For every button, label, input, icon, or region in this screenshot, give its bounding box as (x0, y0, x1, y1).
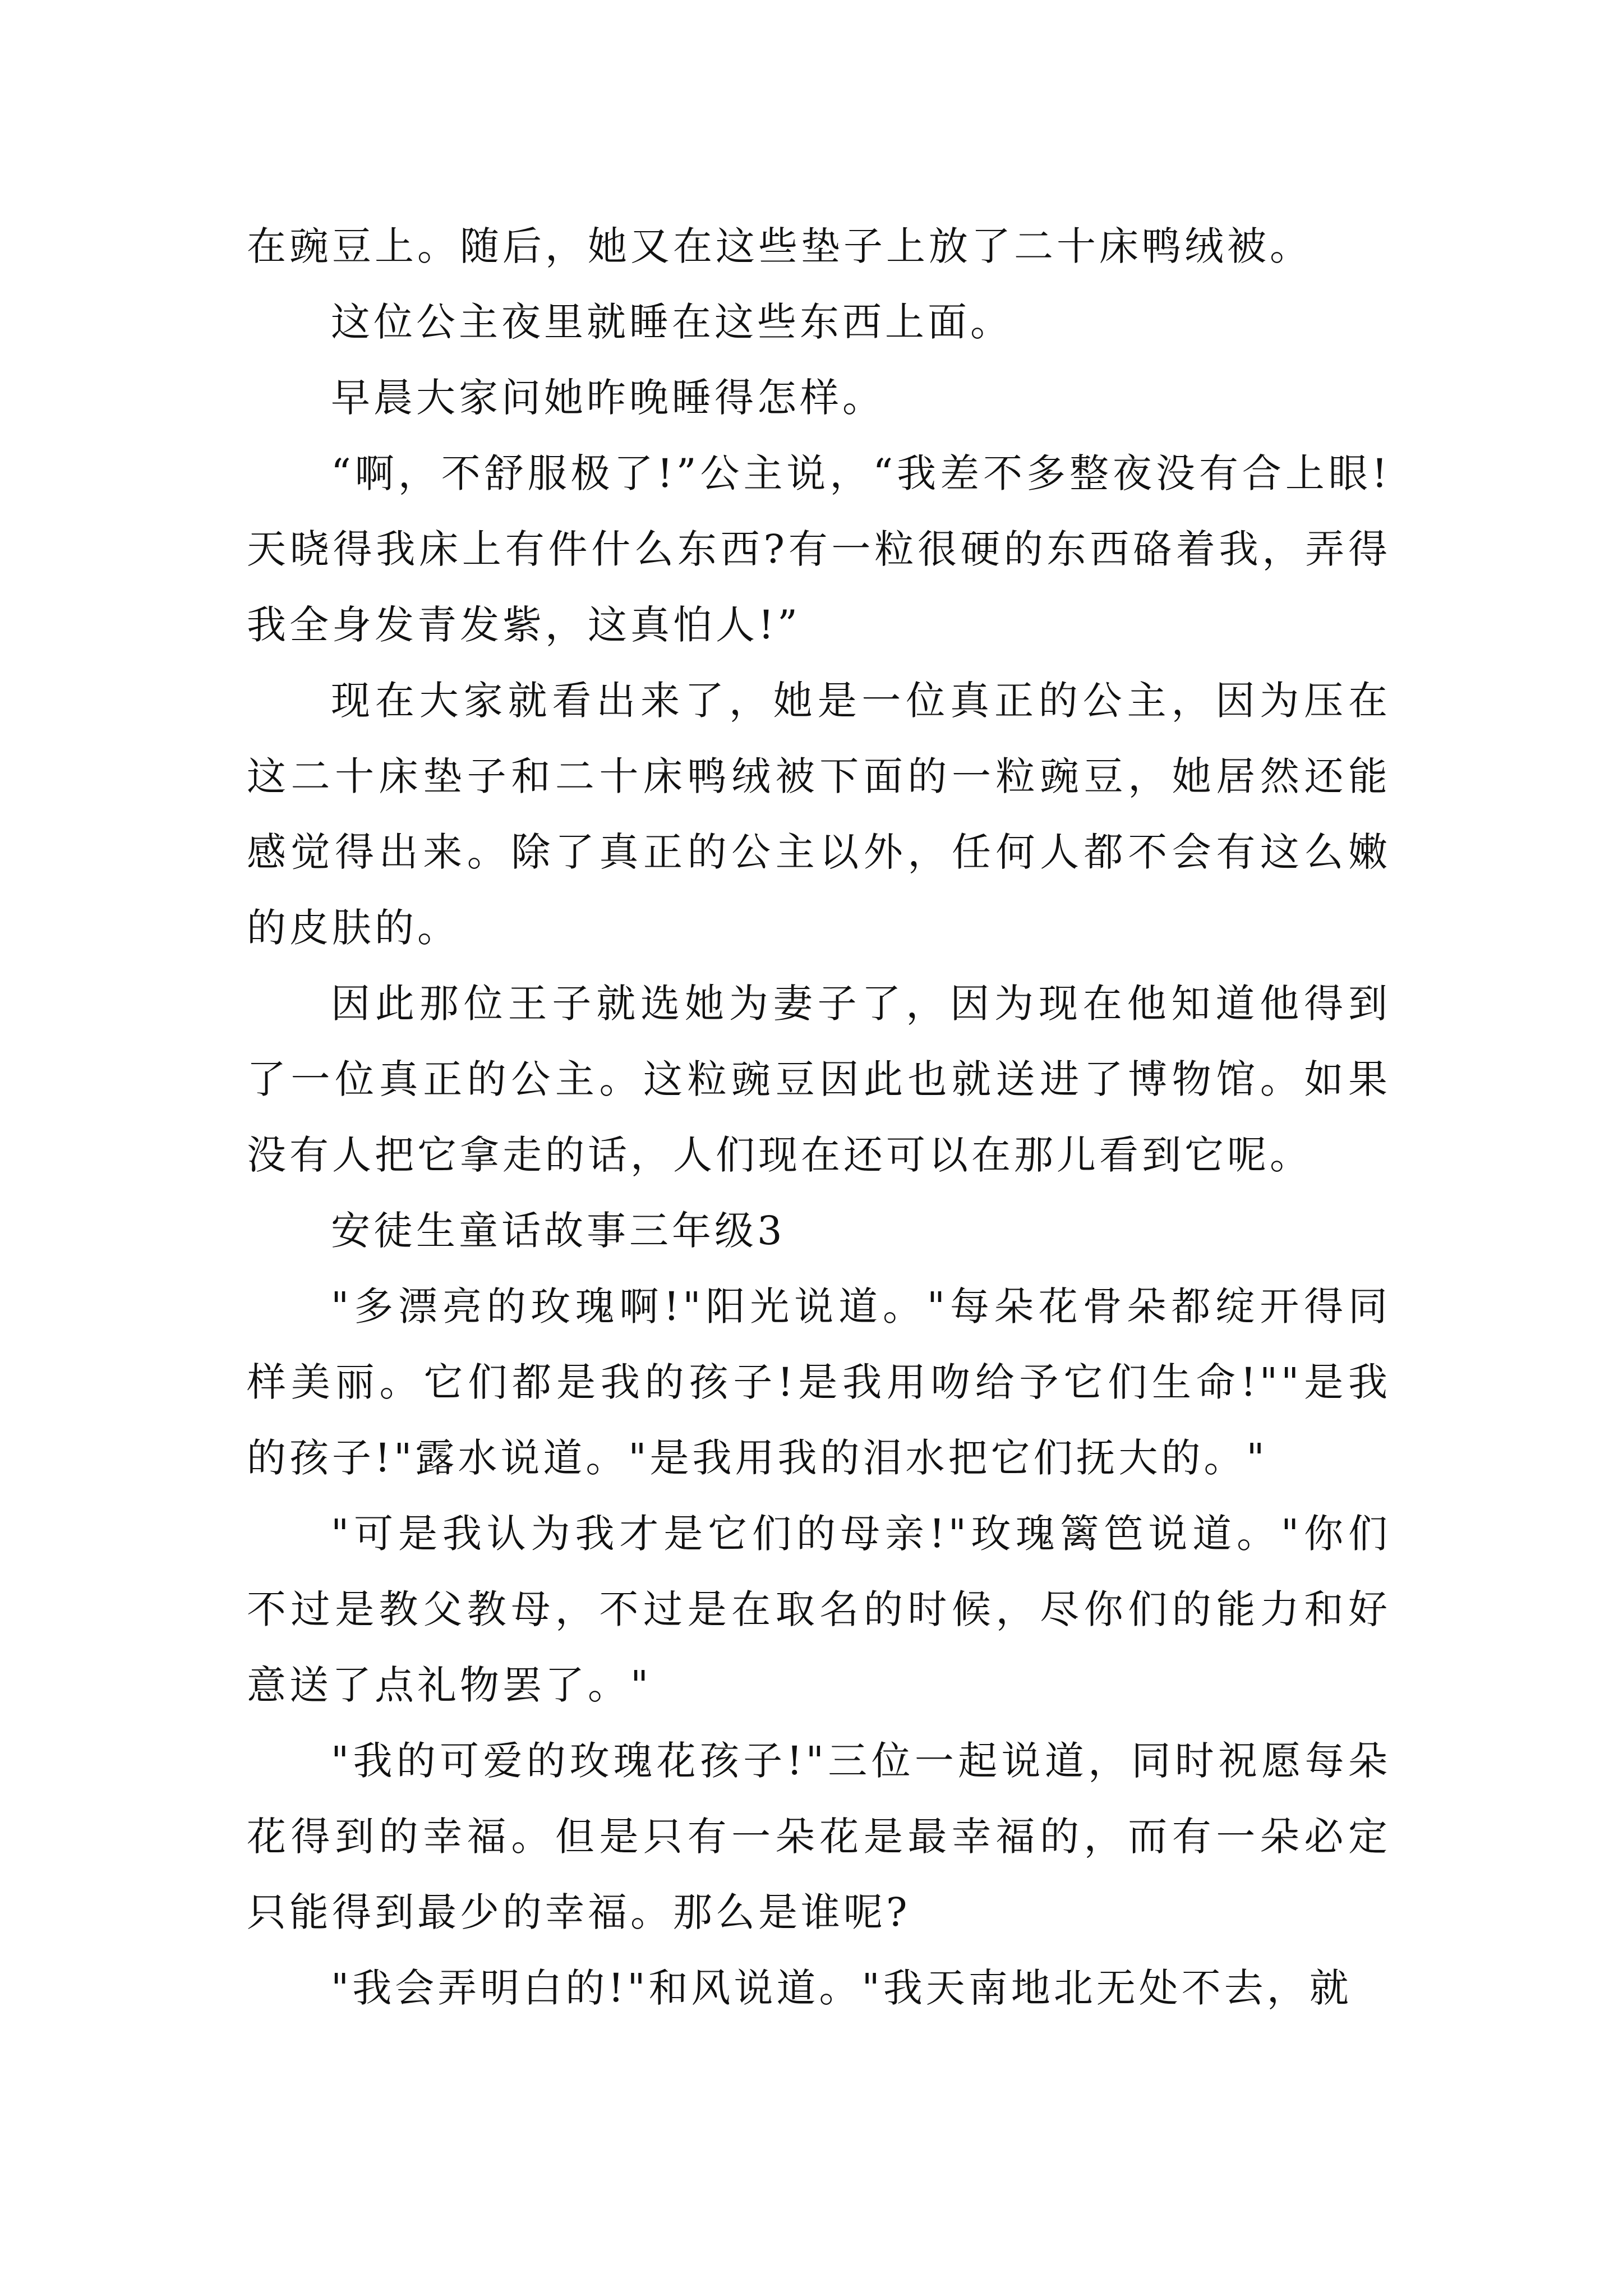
paragraph: “啊，不舒服极了!”公主说，“我差不多整夜没有合上眼!天晓得我床上有件什么东西?有一粒很硬的东西硌着我，弄得我全身发青发紫，这真怕人!” (247, 450, 1391, 648)
paragraph: 因此那位王子就选她为妻子了，因为现在他知道他得到了一位真正的公主。这粒豌豆因此也就送进了博物馆。如果没有人把它拿走的话，人们现在还可以在那儿看到它呢。 (247, 981, 1391, 1178)
paragraph: 现在大家就看出来了，她是一位真正的公主，因为压在这二十床垫子和二十床鸭绒被下面的一粒豌豆，她居然还能感觉得出来。除了真正的公主以外，任何人都不会有这么嫩的皮肤的。 (247, 678, 1391, 951)
paragraph: 这位公主夜里就睡在这些东西上面。 (331, 299, 1013, 345)
paragraph: "我的可爱的玫瑰花孩子!"三位一起说道，同时祝愿每朵花得到的幸福。但是只有一朵花是最幸福的，而有一朵必定只能得到最少的幸福。那么是谁呢? (247, 1738, 1391, 1935)
paragraph: "我会弄明白的!"和风说道。"我天南地北无处不去，就 (331, 1965, 1352, 2011)
section-heading: 安徒生童话故事三年级3 (331, 1208, 786, 1254)
paragraph-continuation: 在豌豆上。随后，她又在这些垫子上放了二十床鸭绒被。 (247, 223, 1312, 269)
paragraph: "可是我认为我才是它们的母亲!"玫瑰篱笆说道。"你们不过是教父教母，不过是在取名的时候，尽你们的能力和好意送了点礼物罢了。" (247, 1511, 1391, 1708)
document-body (247, 209, 1391, 2026)
paragraph: 早晨大家问她昨晚睡得怎样。 (331, 375, 885, 421)
paragraph: "多漂亮的玫瑰啊!"阳光说道。"每朵花骨朵都绽开得同样美丽。它们都是我的孩子!是我用吻给予它们生命!""是我的孩子!"露水说道。"是我用我的泪水把它们抚大的。" (247, 1283, 1391, 1481)
